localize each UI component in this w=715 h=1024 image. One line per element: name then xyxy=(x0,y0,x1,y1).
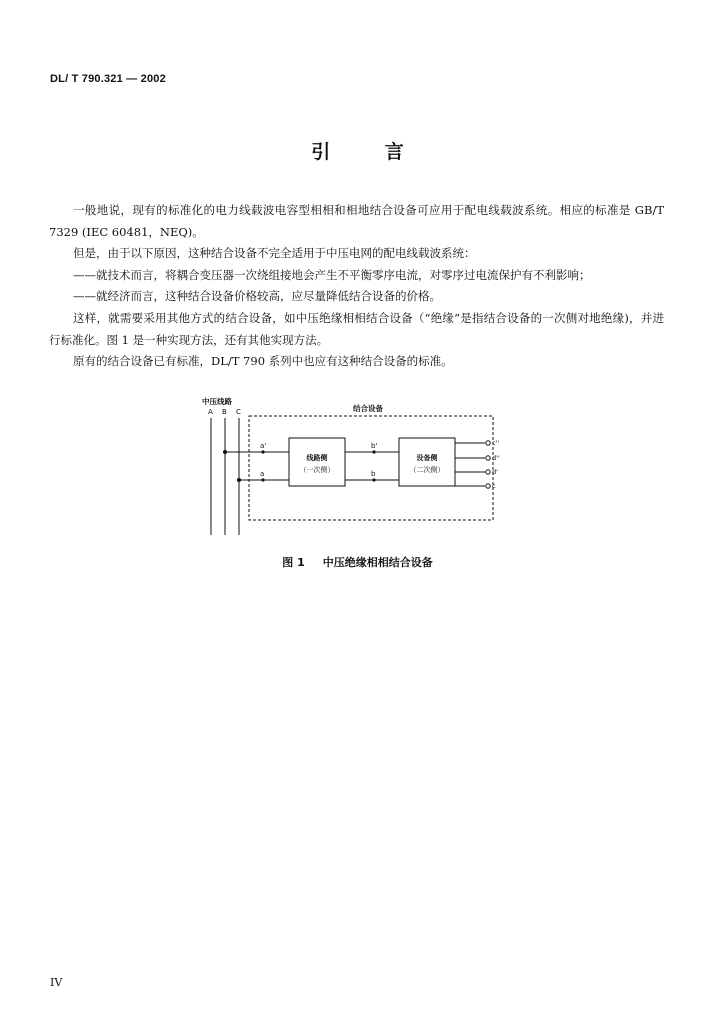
line-side-label: 线路侧 xyxy=(306,454,328,462)
figure-number: 图 1 xyxy=(282,556,305,569)
figure-caption-text: 中压绝缘相相结合设备 xyxy=(322,556,433,569)
paragraph: 但是，由于以下原因，这种结合设备不完全适用于中压电网的配电线载波系统： xyxy=(73,246,476,261)
line-side-box xyxy=(289,438,345,486)
paragraph: ——就经济而言，这种结合设备价格较高，应尽量降低结合设备的价格。 xyxy=(73,289,441,304)
terminal-out-2 xyxy=(486,456,490,460)
equipment-side-box xyxy=(399,438,455,486)
page-number: IV xyxy=(50,976,63,989)
junction-b xyxy=(223,450,227,454)
paragraph: 这样，就需要采用其他方式的结合设备，如中压绝缘相相结合设备（“绝缘”是指结合设备的一次侧对地绝缘)，并进行标准化。图 1 是一种实现方法，还有其他实现方法。 xyxy=(49,310,664,347)
phase-label-b: B xyxy=(222,408,227,416)
node-b-prime xyxy=(372,450,375,453)
standard-number: DL/ T 790.321 — 2002 xyxy=(50,73,166,85)
output-label-3: d' xyxy=(492,468,498,476)
line-side-sublabel: （一次侧） xyxy=(299,466,335,474)
node-a xyxy=(261,478,264,481)
terminal-a-label: a xyxy=(260,470,265,478)
terminal-a-prime-label: a' xyxy=(260,442,267,450)
terminal-b-prime-label: b' xyxy=(371,442,378,450)
line-label: 中压线路 xyxy=(202,397,232,406)
phase-label-a: A xyxy=(208,408,213,416)
terminal-b-label: b xyxy=(371,470,376,478)
paragraph: 一般地说，现有的标准化的电力线载波电容型相相和相地结合设备可应用于配电线载波系统。相应的标准是 GB/T 7329 (IEC 60481，NEQ)。 xyxy=(49,203,664,239)
coupling-device-diagram xyxy=(199,396,519,541)
paragraph: ——就技术而言，将耦合变压器一次绕组接地会产生不平衡零序电流，对零序过电流保护有不利影响； xyxy=(73,267,591,282)
figure-caption xyxy=(0,554,715,570)
junction-c xyxy=(237,478,241,482)
terminal-out-3 xyxy=(486,470,490,474)
terminal-out-4 xyxy=(486,484,490,488)
node-b xyxy=(372,478,375,481)
equipment-side-label: 设备侧 xyxy=(416,454,438,462)
paragraph: 原有的结合设备已有标准，DL/T 790 系列中也应有这种结合设备的标准。 xyxy=(73,354,453,369)
page-title: 引 言 xyxy=(311,141,404,163)
output-label-4: c xyxy=(492,482,496,490)
coupling-device-frame xyxy=(249,416,493,520)
phase-label-c: C xyxy=(236,408,241,416)
node-a-prime xyxy=(261,450,264,453)
coupling-label: 结合设备 xyxy=(353,404,383,413)
body-text xyxy=(49,200,664,373)
output-label-1: c'' xyxy=(492,439,500,447)
output-label-2: d'' xyxy=(492,454,500,462)
equipment-side-sublabel: （二次侧） xyxy=(409,466,445,474)
terminal-out-1 xyxy=(486,441,490,445)
